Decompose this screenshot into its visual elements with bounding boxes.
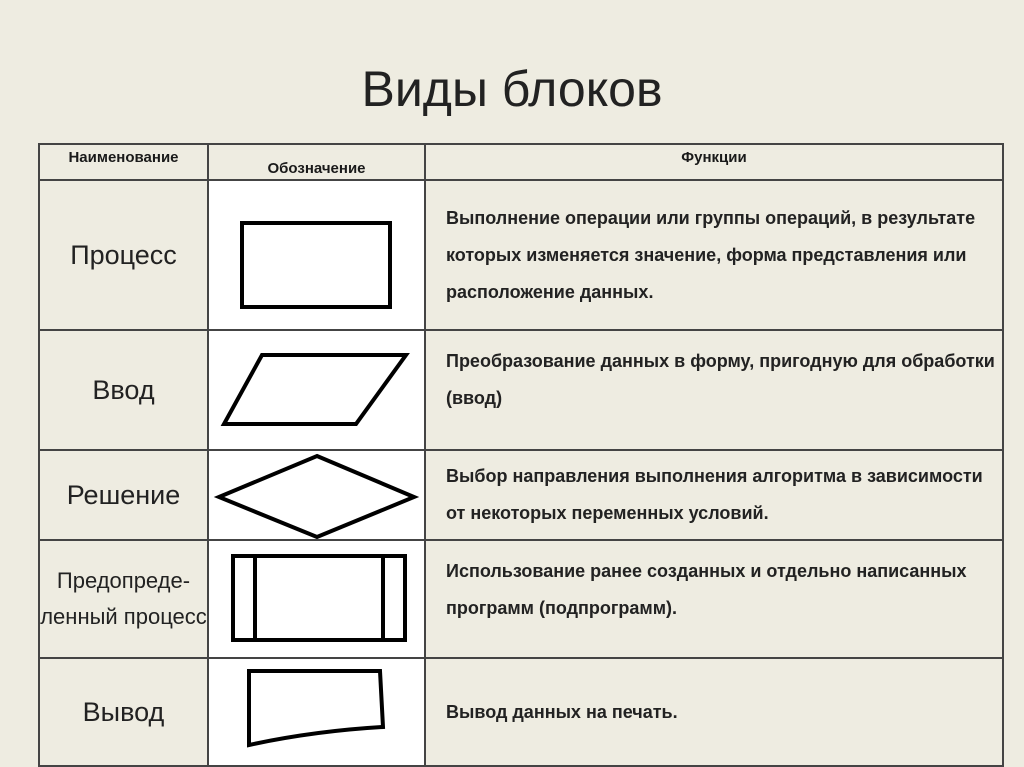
row-name: Вывод bbox=[39, 658, 208, 766]
header-symbol: Обозначение bbox=[208, 144, 425, 180]
header-name: Наименование bbox=[39, 144, 208, 180]
predefined-process-icon bbox=[209, 541, 426, 657]
symbol-cell bbox=[208, 658, 425, 766]
symbol-cell bbox=[208, 450, 425, 540]
table-row bbox=[39, 540, 1003, 658]
table-header-row bbox=[39, 144, 1003, 180]
symbol-cell bbox=[208, 330, 425, 450]
row-function: Преобразование данных в форму, пригодную для обработки (ввод) bbox=[425, 330, 1003, 450]
table-row bbox=[39, 450, 1003, 540]
table-row bbox=[39, 180, 1003, 330]
row-name: Процесс bbox=[39, 180, 208, 330]
table-row bbox=[39, 658, 1003, 766]
row-function: Выбор направления выполнения алгоритма в зависимости от некоторых переменных условий. bbox=[425, 450, 1003, 540]
block-types-table bbox=[38, 143, 1004, 767]
header-function: Функции bbox=[425, 144, 1003, 180]
row-function: Вывод данных на печать. bbox=[425, 658, 1003, 766]
row-function: Выполнение операции или группы операций, в результате которых изменяется значение, форма представления или расположение данных. bbox=[425, 180, 1003, 330]
parallelogram-icon bbox=[209, 331, 426, 449]
row-name: Ввод bbox=[39, 330, 208, 450]
symbol-cell bbox=[208, 180, 425, 330]
symbol-cell bbox=[208, 540, 425, 658]
rectangle-icon bbox=[209, 181, 426, 329]
row-name: Решение bbox=[39, 450, 208, 540]
row-function: Использование ранее созданных и отдельно написанных программ (подпрограмм). bbox=[425, 540, 1003, 658]
page-title: Виды блоков bbox=[361, 61, 663, 117]
diamond-icon bbox=[209, 451, 426, 539]
document-output-icon bbox=[209, 659, 426, 765]
row-name: Предопреде-ленный процесс bbox=[39, 540, 208, 658]
table-row bbox=[39, 330, 1003, 450]
